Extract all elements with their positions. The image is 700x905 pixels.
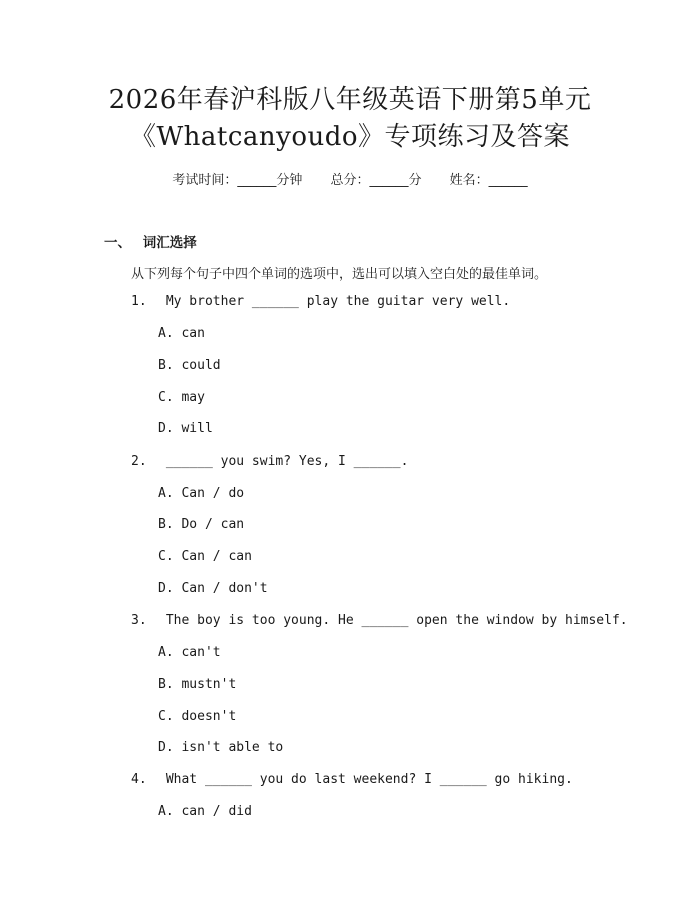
exam-time-field: 考试时间：______分钟: [172, 173, 303, 188]
question-4: [131, 772, 573, 787]
question-4-option-a: A. can / did: [158, 804, 252, 819]
question-2-option-d: D. Can / don't: [158, 581, 268, 596]
question-3-option-b: B. mustn't: [158, 677, 237, 692]
question-text: ______ you swim? Yes, I ______.: [165, 454, 409, 469]
document-title-line-2: 《Whatcanyoudo》专项练习及答案: [129, 122, 571, 152]
question-3-option-d: D. isn't able to: [158, 740, 284, 755]
name-field: 姓名：______: [449, 173, 528, 188]
question-text: My brother ______ play the guitar very well.: [165, 294, 511, 309]
question-1-option-b: B. could: [158, 358, 221, 373]
question-2-option-c: C. Can / can: [158, 549, 252, 564]
question-number: 3.: [131, 613, 147, 628]
question-number: 1.: [131, 294, 147, 309]
exam-meta-row: [0, 169, 700, 188]
question-1-option-a: A. can: [158, 326, 205, 341]
question-text: The boy is too young. He ______ open the window by himself.: [165, 613, 628, 628]
question-1-option-d: D. will: [158, 421, 213, 436]
question-1-option-c: C. may: [158, 390, 205, 405]
section-title: 词汇选择: [142, 235, 197, 251]
question-3-option-c: C. doesn't: [158, 709, 237, 724]
question-2: [131, 454, 408, 469]
question-2-option-b: B. Do / can: [158, 517, 245, 532]
question-3-option-a: A. can't: [158, 645, 221, 660]
question-3: [131, 613, 628, 628]
question-number: 2.: [131, 454, 147, 469]
section-number: 一、: [104, 235, 131, 251]
question-text: What ______ you do last weekend? I ______ go hiking.: [165, 772, 573, 787]
section-heading: [104, 231, 197, 251]
total-score-field: 总分：______分: [330, 173, 422, 188]
document-title-line-1: 2026年春沪科版八年级英语下册第5单元: [108, 85, 592, 115]
section-instruction: 从下列每个句子中四个单词的选项中，选出可以填入空白处的最佳单词。: [131, 267, 548, 282]
question-2-option-a: A. Can / do: [158, 486, 245, 501]
question-1: [131, 294, 510, 309]
question-number: 4.: [131, 772, 147, 787]
